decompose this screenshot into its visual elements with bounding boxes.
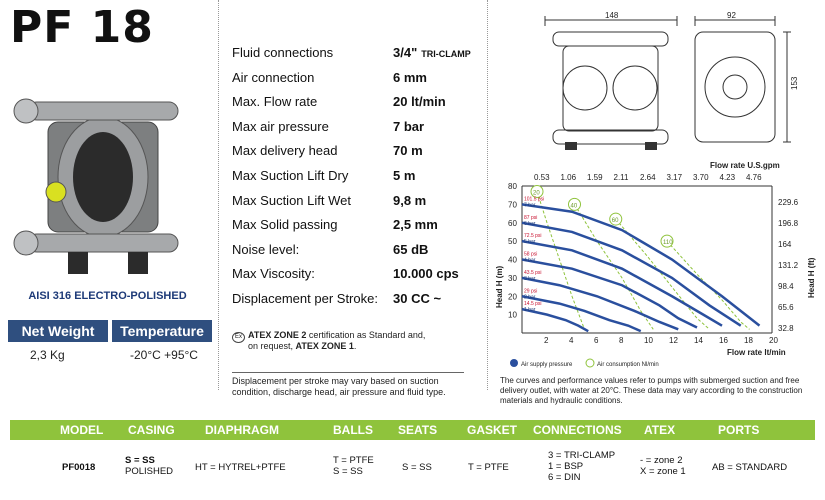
pressure-label-bar: 4 bar bbox=[524, 257, 536, 264]
spec-label: Max delivery head bbox=[232, 143, 338, 159]
spec-value: 5 m bbox=[393, 168, 416, 183]
spec-label: Max Suction Lift Dry bbox=[232, 168, 349, 183]
spec-label: Max Viscosity: bbox=[232, 266, 315, 282]
atex-text: certification as Standard and, bbox=[306, 330, 426, 340]
y-tick-label: 70 bbox=[508, 200, 517, 210]
right-tick-label: 98.4 bbox=[778, 282, 794, 291]
table-header-seats: SEATS bbox=[398, 423, 438, 437]
spec-value: 3/4" TRI-CLAMP bbox=[393, 45, 471, 60]
dim-width: 148 bbox=[605, 12, 619, 20]
air-consumption-label: 60 bbox=[611, 218, 619, 225]
pressure-label-psi: 72.5 psi bbox=[524, 233, 542, 240]
dimension-drawing bbox=[535, 12, 820, 162]
curves-note: The curves and performance values refer to pumps with submerged suction and free delivery outlet, with water at 20°C. These data may vary according to the construction materials and hydraulic conditions. bbox=[500, 376, 803, 405]
x-tick-label: 20 bbox=[769, 336, 778, 345]
pressure-label-psi: 14.5 psi bbox=[524, 301, 542, 308]
atex-zone2: ATEX ZONE 2 bbox=[248, 330, 307, 340]
table-header-diaphragm: DIAPHRAGM bbox=[205, 423, 279, 437]
right-tick-label: 131.2 bbox=[778, 261, 799, 270]
divider bbox=[487, 0, 488, 390]
net-weight-header: Net Weight bbox=[8, 320, 108, 342]
table-header-model: MODEL bbox=[60, 423, 104, 437]
y-tick-label: 50 bbox=[508, 237, 517, 247]
spec-value: 20 lt/min bbox=[393, 94, 446, 110]
table-header-connections: CONNECTIONS bbox=[533, 423, 622, 437]
cell-casing: S = SS POLISHED bbox=[125, 455, 174, 477]
pressure-label-bar: 1 bar bbox=[524, 307, 536, 314]
right-tick-label: 196.8 bbox=[778, 219, 799, 228]
x-tick-label: 2 bbox=[544, 336, 549, 345]
top-tick-label: 4.23 bbox=[719, 173, 736, 182]
spec-value: 30 CC ~ bbox=[393, 291, 442, 306]
spec-label: Max Solid passing bbox=[232, 217, 338, 233]
air-consumption-label: 20 bbox=[533, 190, 540, 197]
spec-value: 7 bar bbox=[393, 118, 425, 134]
cell-seats: S = SS bbox=[402, 462, 432, 473]
material-finish: AISI 316 ELECTRO-POLISHED bbox=[28, 290, 187, 302]
y-tick-label: 40 bbox=[508, 255, 517, 265]
right-axis-title: Head H (ft) bbox=[807, 257, 816, 298]
legend-air-consumption-marker bbox=[586, 359, 594, 367]
x-tick-label: 12 bbox=[669, 336, 678, 345]
spec-value: 65 dB bbox=[393, 241, 429, 257]
top-tick-label: 3.70 bbox=[693, 173, 709, 182]
top-tick-label: 2.64 bbox=[640, 173, 656, 182]
temperature-header: Temperature bbox=[112, 320, 212, 342]
air-consumption-label: 110 bbox=[663, 240, 673, 247]
pressure-label-psi: 29 psi bbox=[524, 288, 538, 295]
pressure-label-bar: 6 bar bbox=[524, 220, 536, 227]
product-title: PF 18 bbox=[10, 2, 154, 53]
right-tick-label: 32.8 bbox=[778, 324, 794, 333]
legend-air-supply: Air supply pressure bbox=[521, 362, 573, 368]
spec-label: Displacement per Stroke: bbox=[232, 291, 378, 306]
y-tick-label: 20 bbox=[508, 292, 517, 302]
y-tick-label: 10 bbox=[508, 310, 517, 320]
x-tick-label: 18 bbox=[744, 336, 753, 345]
cell-diaphragm: HT = HYTREL+PTFE bbox=[195, 462, 286, 473]
x-tick-label: 8 bbox=[619, 336, 624, 345]
spec-value: 6 mm bbox=[393, 69, 427, 85]
cell-connections: 3 = TRI-CLAMP 1 = BSP 6 = DIN bbox=[548, 450, 616, 483]
cell-atex: - = zone 2 X = zone 1 bbox=[640, 455, 686, 477]
displacement-note: Displacement per stroke may vary based on suction condition, discharge head, air pressure and fluid type. bbox=[232, 376, 446, 397]
legend-air-supply-marker bbox=[510, 359, 518, 367]
spec-value: 9,8 m bbox=[393, 192, 427, 208]
right-tick-label: 65.6 bbox=[778, 303, 794, 312]
y-tick-label: 30 bbox=[508, 273, 517, 283]
atex-text2: on request, bbox=[248, 341, 296, 351]
spec-value: 2,5 mm bbox=[393, 217, 438, 233]
top-tick-label: 2.11 bbox=[613, 173, 629, 182]
performance-curve-4-bar bbox=[522, 257, 697, 328]
y-tick-label: 80 bbox=[508, 182, 517, 191]
x-tick-label: 14 bbox=[694, 336, 703, 345]
y-axis-title: Head H (m) bbox=[495, 265, 504, 308]
air-consumption-label: 40 bbox=[570, 203, 578, 210]
x-tick-label: 10 bbox=[644, 336, 653, 345]
top-tick-label: 1.06 bbox=[560, 173, 577, 182]
cell-gasket: T = PTFE bbox=[468, 462, 509, 473]
pressure-label-bar: 3 bar bbox=[524, 275, 536, 282]
pressure-label-psi: 58 psi bbox=[524, 251, 538, 258]
top-tick-label: 4.76 bbox=[746, 173, 762, 182]
right-tick-label: 229.6 bbox=[778, 198, 799, 207]
x-tick-label: 4 bbox=[569, 336, 574, 345]
table-header-balls: BALLS bbox=[333, 423, 373, 437]
pressure-label-bar: 5 bar bbox=[524, 239, 536, 246]
atex-zone1: ATEX ZONE 1 bbox=[295, 341, 354, 351]
pressure-label-psi: 87 psi bbox=[524, 214, 538, 221]
dim-depth: 92 bbox=[727, 12, 736, 20]
net-weight-value: 2,3 Kg bbox=[30, 348, 65, 362]
divider bbox=[232, 372, 464, 373]
table-header-atex: ATEX bbox=[644, 423, 676, 437]
top-tick-label: 1.59 bbox=[587, 173, 603, 182]
cell-ports: AB = STANDARD bbox=[712, 462, 788, 473]
atex-note: Ex ATEX ZONE 2 certification as Standard and, on request, ATEX ZONE 1. bbox=[232, 330, 482, 352]
spec-label: Max air pressure bbox=[232, 118, 329, 134]
table-header-gasket: GASKET bbox=[467, 423, 518, 437]
temperature-value: -20°C +95°C bbox=[130, 348, 198, 362]
legend-air-consumption: Air consumption Nl/min bbox=[597, 362, 659, 368]
table-header-casing: CASING bbox=[128, 423, 175, 437]
dim-height: 153 bbox=[790, 76, 799, 90]
x-tick-label: 6 bbox=[594, 336, 599, 345]
y-tick-label: 60 bbox=[508, 218, 517, 228]
spec-value: 10.000 cps bbox=[393, 266, 459, 282]
top-axis-title: Flow rate U.S.gpm bbox=[710, 161, 780, 170]
x-tick-label: 16 bbox=[719, 336, 728, 345]
pressure-label-psi: 43.5 psi bbox=[524, 269, 542, 276]
performance-chart bbox=[492, 158, 822, 373]
pressure-label-bar: 7 bar bbox=[524, 202, 536, 209]
spec-value: 70 m bbox=[393, 143, 423, 159]
ex-icon: Ex bbox=[232, 332, 245, 343]
x-axis-title: Flow rate lt/min bbox=[727, 348, 786, 357]
spec-label: Air connection bbox=[232, 69, 315, 85]
cell-balls: T = PTFE S = SS bbox=[333, 455, 374, 477]
top-tick-label: 3.17 bbox=[666, 173, 683, 182]
cell-model: PF0018 bbox=[62, 462, 96, 473]
spec-label: Fluid connections bbox=[232, 45, 334, 60]
table-header-ports: PORTS bbox=[718, 423, 760, 437]
spec-label: Max. Flow rate bbox=[232, 94, 318, 110]
spec-label: Noise level: bbox=[232, 241, 300, 257]
spec-label: Max Suction Lift Wet bbox=[232, 192, 351, 208]
right-tick-label: 164 bbox=[778, 240, 792, 249]
divider bbox=[218, 0, 219, 390]
top-tick-label: 0.53 bbox=[534, 173, 550, 182]
pump-image bbox=[8, 62, 198, 282]
pressure-label-bar: 2 bar bbox=[524, 294, 536, 301]
pressure-label-psi: 101.5 psi bbox=[524, 196, 545, 203]
